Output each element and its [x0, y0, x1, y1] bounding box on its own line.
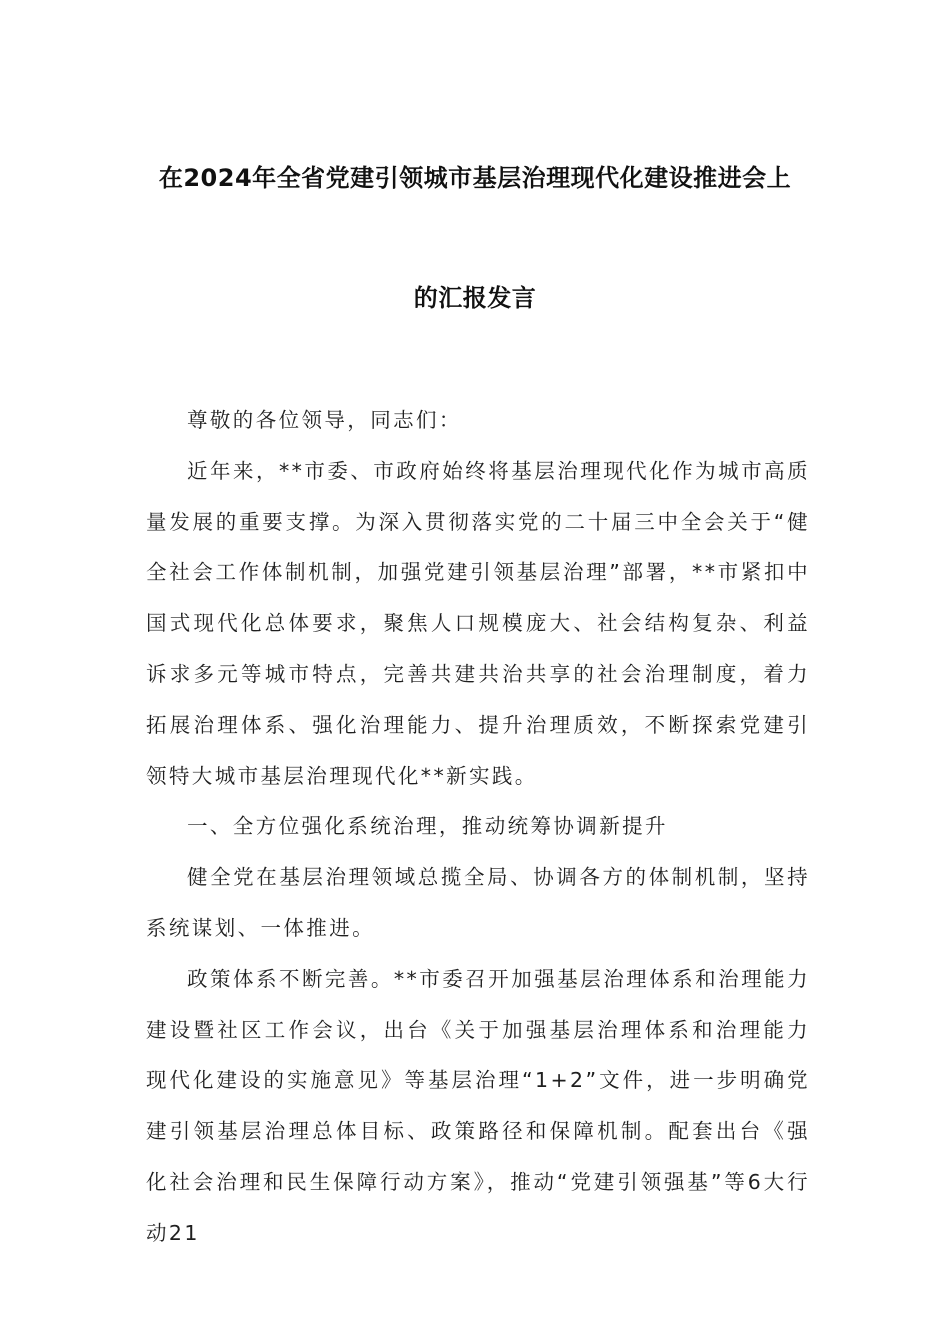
document-title-line-1: 在2024年全省党建引领城市基层治理现代化建设推进会上 [158, 164, 792, 192]
document-body [146, 395, 810, 1259]
salutation: 尊敬的各位领导，同志们： [187, 408, 462, 432]
paragraph-section-1-summary: 健全党在基层治理领域总揽全局、协调各方的体制机制，坚持系统谋划、一体推进。 [146, 865, 810, 940]
section-heading-1: 一、全方位强化系统治理，推动统筹协调新提升 [187, 814, 668, 839]
paragraph-policy-system: 政策体系不断完善。**市委召开加强基层治理体系和治理能力建设暨社区工作会议，出台《关于加强基层治理体系和治理能力现代化建设的实施意见》等基层治理“1+2”文件，进一步明确党建引领基层治理总体目标、政策路径和保障机制。配套出台《强化社会治理和民生保障行动方案》，推动“党建引领强基”等6大行动21 [146, 966, 810, 1245]
document-title-line-2: 的汇报发言 [413, 284, 537, 312]
paragraph-intro: 近年来，**市委、市政府始终将基层治理现代化作为城市高质量发展的重要支撑。为深入贯彻落实党的二十届三中全会关于“健全社会工作体制机制，加强党建引领基层治理”部署，**市紧扣中国式现代化总体要求，聚焦人口规模庞大、社会结构复杂、利益诉求多元等城市特点，完善共建共治共享的社会治理制度，着力拓展治理体系、强化治理能力、提升治理质效，不断探索党建引领特大城市基层治理现代化**新实践。 [146, 458, 810, 788]
